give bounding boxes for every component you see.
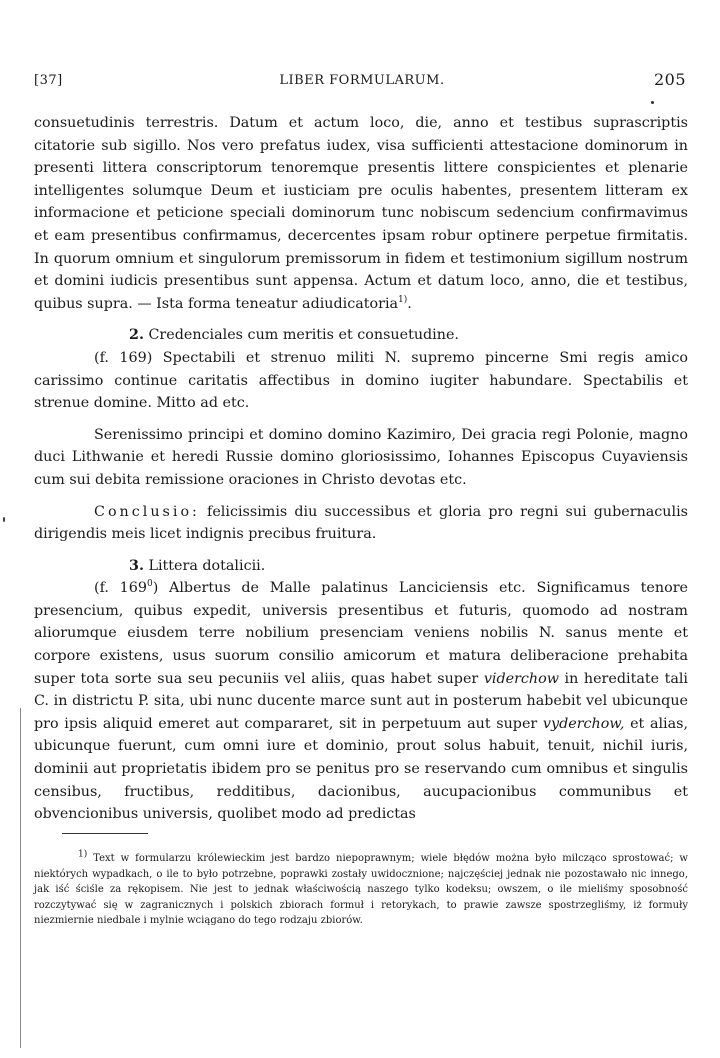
page-header xyxy=(34,70,690,93)
footnote-divider xyxy=(62,833,148,834)
footnotes xyxy=(34,851,688,929)
scan-margin-line xyxy=(20,708,21,1048)
main-text xyxy=(34,112,688,826)
page-section-number: [37] xyxy=(34,73,63,88)
paragraph-2: (f. 169) Spectabili et strenuo militi N. supremo pincerne Smi regis amico carissimo continue caritatis affectibus in domino iugiter habundare. Spectabilis et strenue domine. Mitto ad etc. xyxy=(34,349,688,412)
running-title: LIBER FORMULARUM. xyxy=(279,73,445,88)
paragraph-5: (f. $169^0$) Albertus de Malle palatinus Lanciciensis etc. Significamus tenore presencium, quibus expedit, universis presentibus et futuris, quomodo ad nostram aliorumque eiusdem terre nobilium presenciam veniens nobilis N. sanus mente et corpore existens, usus suorum consilio amicorum et matura deliberacione prehabita super tota sorte sua seu pecuniis vel aliis, quas habet super viderchow in hereditate tali C. in districtu P. sita, ubi nunc ducente marce sunt aut in posterum habebit vel ubicunque pro ipsis aliquid emeret aut compararet, sit in perpetuum aut super vyderchow, et alias, ubicunque fuerunt, cum omni iure et dominio, prout solus habuit, tenuit, nichil iuris, dominii aut proprietatis ibidem pro se penitus pro se reservando cum omnibus et singulis censibus, fructibus, redditibus, dacionibus, aucupacionibus communibus et obvencionibus universis, quolibet modo ad predictas xyxy=(34,579,689,823)
section-heading-3: 3. Littera dotalicii. xyxy=(129,557,266,574)
scan-speck xyxy=(651,101,654,104)
paragraph-4: Conclusio: felicissimis diu successibus et gloria pro regni sui gubernaculis dirigendis meis licet indignis precibus fruitura. xyxy=(34,503,688,543)
footnote-1: 1) Text w formularzu królewieckim jest bardzo niepoprawnym; wiele błędów można było milcząco sprostować; w niektórych wypadkach, o ile to było potrzebne, poprawki zostały uwidocznione; najczęściej jednak nie pozostawało nic innego, jak iść ściśle za rękopisem. Nie jest to jednak właściwością naszego tylko kodeksu; owszem, o ile mieliśmy sposobność rozczytywać się w zagranicznych i polskich zbiorach formuł i retorykach, to prawie zawsze spostrzegliśmy, iż formuły niezmiernie niedbale i mylnie wciągano do tego rodzaju zbiorów. xyxy=(34,849,688,927)
paragraph-3: Serenissimo principi et domino domino Kazimiro, Dei gracia regi Polonie, magno duci Lithwanie et heredi Russie domino gloriosissimo, Iohannes Episcopus Cuyaviensis cum sui debita remissione oraciones in Christo devotas etc. xyxy=(34,426,688,488)
scan-speck xyxy=(3,517,5,522)
conclusio-label: Conclusio: xyxy=(94,503,200,520)
page-number: 205 xyxy=(653,70,686,89)
section-heading-2: 2. Credenciales cum meritis et consuetudine. xyxy=(129,327,459,344)
paragraph-1: consuetudinis terrestris. Datum et actum loco, die, anno et testibus suprascriptis citatorie sub sigillo. Nos vero prefatus iudex, visa sufficienti attestacione dominorum in presenti littera conscriptorum tenoremque presentis littere conspicientes et plenarie intelligentes solumque Deum et iusticiam pre oculis habentes, presentem litteram ex informacione et peticione speciali dominorum tunc nobiscum sedencium confirmavimus et eam presentibus confirmamus, decercentes ipsam robur optinere perpetue firmitatis. In quorum omnium et singulorum premissorum in fidem et testimonium sigillum nostrum et domini iudicis presentibus sunt appensa. Actum et datum loco, anno, die et testibus, quibus supra. — Ista forma teneatur adiudicatoria$^{1)}$. xyxy=(34,115,688,312)
footnote-reference: 1) xyxy=(398,294,408,305)
footnote-mark: 1) xyxy=(78,849,88,860)
